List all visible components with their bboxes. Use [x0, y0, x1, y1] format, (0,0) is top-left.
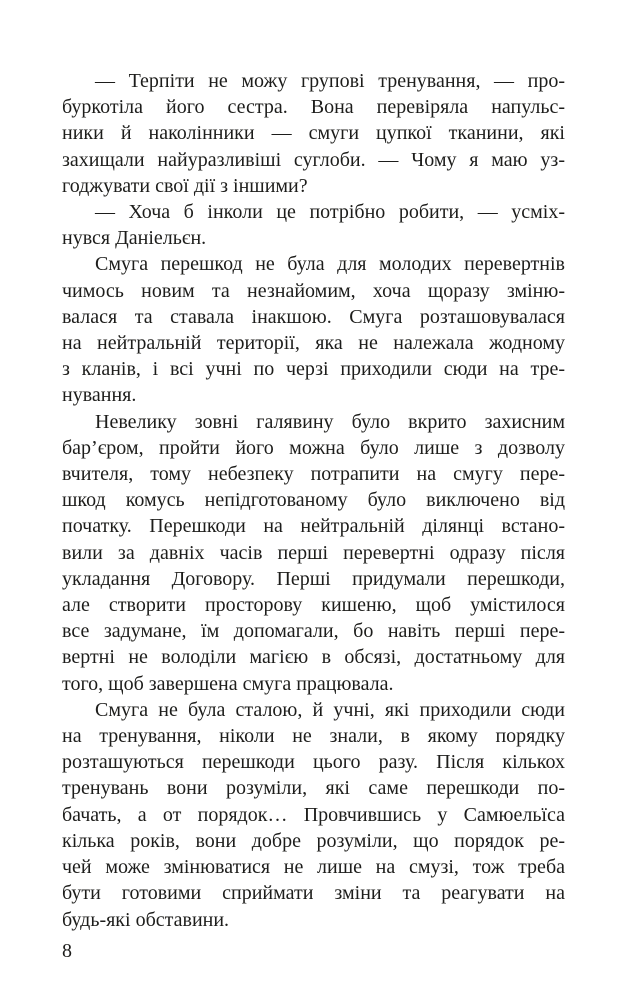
text-line: але створити просторову кишеню, щоб умістилося	[62, 594, 565, 617]
paragraph	[62, 409, 565, 697]
page-number: 8	[62, 940, 72, 962]
text-line: з кланів, і всі учні по черзі приходили сюди на тре-	[62, 358, 565, 381]
text-line: Невелику зовні галявину було вкрито захисним	[95, 410, 565, 433]
text-line: тренувань вони розуміли, які саме перешкоди по-	[62, 777, 565, 800]
text-line: кілька років, вони добре розуміли, що порядок ре-	[62, 829, 565, 852]
text-line: — Хоча б інколи це потрібно робити, — усміх-	[95, 201, 565, 224]
body-text	[62, 68, 565, 933]
text-line: на нейтральній території, яка не належала жодному	[62, 332, 565, 355]
text-line: все задумане, їм допомагали, бо навіть перші пере-	[62, 620, 565, 643]
text-line: бути готовими сприймати зміни та реагувати на	[62, 882, 565, 905]
text-line: — Терпіти не можу групові тренування, — про-	[95, 70, 565, 92]
paragraph	[62, 251, 565, 408]
text-line: бар’єром, пройти його можна було лише з дозволу	[62, 436, 565, 459]
text-line: будь-які обставини.	[62, 908, 230, 931]
text-line: Смуга перешкод не була для молодих перевертнів	[95, 253, 565, 276]
text-line: укладання Договору. Перші придумали перешкоди,	[62, 567, 565, 590]
text-line: того, щоб завершена смуга працювала.	[62, 672, 394, 695]
text-line: Смуга не була сталою, й учні, які приходили сюди	[95, 698, 565, 721]
text-line: розташуються перешкоди цього разу. Після кількох	[62, 751, 565, 774]
text-line: нування.	[62, 384, 137, 407]
paragraph	[62, 199, 565, 251]
text-line: годжувати свої дії з іншими?	[62, 174, 308, 197]
text-line: вертні не володіли магією в обсязі, достатньому для	[62, 646, 565, 669]
text-line: валася та ставала інакшою. Смуга розташовувалася	[62, 305, 565, 328]
text-line: вили за давніх часів перші перевертні одразу після	[62, 541, 565, 564]
text-line: чей може змінюватися не лише на смузі, тож треба	[62, 856, 565, 879]
text-line: нувся Даніельєн.	[62, 227, 207, 250]
text-line: бачать, а от порядок… Провчившись у Самюельїса	[62, 803, 565, 826]
text-line: на тренування, ніколи не знали, в якому порядку	[62, 725, 565, 748]
text-line: початку. Перешкоди на нейтральній ділянці встано-	[62, 515, 565, 538]
text-line: буркотіла його сестра. Вона перевіряла напульс-	[62, 96, 565, 119]
paragraph	[62, 697, 565, 933]
text-line: чимось новим та незнайомим, хоча щоразу зміню-	[62, 279, 565, 302]
text-line: вчителя, тому небезпеку потрапити на смугу пере-	[62, 463, 565, 486]
paragraph	[62, 68, 565, 199]
text-line: шкод комусь непідготованому було виключено від	[62, 489, 565, 512]
text-line: ники й наколінники — смуги цупкої тканини, які	[62, 122, 565, 145]
text-line: захищали найуразливіші суглоби. — Чому я маю уз-	[62, 148, 565, 171]
